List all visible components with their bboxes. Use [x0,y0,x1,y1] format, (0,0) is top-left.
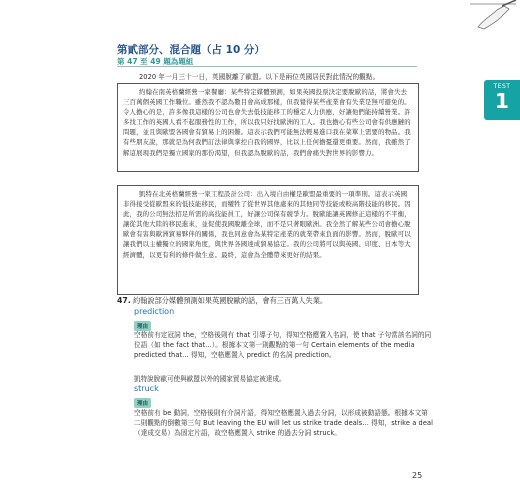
reason-tag: 理由 [134,321,151,331]
answer-prediction: prediction [134,307,175,316]
section-divider [117,66,417,67]
test-side-tab [484,80,520,120]
writing-hand-icon [464,0,520,30]
section-subtitle: 第 47 至 49 題為題組 [117,57,194,66]
reason-tag: 理由 [134,398,151,408]
opinion-box-kate [117,185,419,295]
test-tab-number: 1 [495,89,509,113]
answer-struck: struck [134,384,159,393]
section-title: 第貳部分、混合題（占 10 分） [117,44,265,56]
question-number: 47. [117,296,131,305]
question-sentence-2: 凱特說脫歐可使與歐盟以外的國家貿易協定被達成。 [134,375,286,383]
opinion-box-john [117,83,419,172]
test-tab-label: TEST [493,83,511,90]
passage-intro: 2020 年一月三十一日，英國脫離了歐盟。以下是兩位英國居民對此情況的觀點。 [139,73,380,81]
explanation-struck: 空格前有 be 動詞，空格後則有介詞片語，得知空格應置入過去分詞，以形成被動語態。根據本文第二則觀點的倒數第三句 But leaving the EU will let us strike trade deals... 得知，strike a deal（達成交易）為固定片語，故空格應置入 strike 的過去分詞 struck。 [134,409,434,438]
opinion-john-text: 約翰在南英格蘭經營一家餐廳：某些特定媒體預測，如果英國投票決定要脫歐的話，將會失去三百萬個英國工作職位。雖然我不認為數目會高成那樣，但我覺得某些產業會有失業是無可避免的。令人擔心的是，許多像我這樣的公司也會失去低技能移工的穩定人力供應，好讓他們能持續營業。許多找工作的英國人看不起服務性的工作，所以我只好找歐洲的工人。我也擔心有些公司會有供應鏈的問題，並且與歐盟各國會有貿易上的困難。這表示我們可能無法輕易進口我在菜單上需要的物品。我有些朋友說，那就是為何我們訂法律與掌控自我的國界，比以上任何擔憂還更重要。然而，我雖然了解這展現我們是獨立國家的那份渴望，但我認為脫歐的話，我們會痛失對世界的影響力。 [123,88,411,157]
explanation-prediction: 空格前有定冠詞 the，空格後則有 that 引導子句，得知空格應置入名詞，使 that 子句當該名詞的同位語（如 the fact that...）。根據本文第一則觀點的第一句 Certain elements of the media predicted that... 得知，空格應置入 predict 的名詞 prediction。 [134,331,432,360]
question-text: 約翰說部分媒體預測如果英國脫歐的話，會有三百萬人失業。 [133,296,328,305]
opinion-kate-text: 凱特在北英格蘭經營一家工程設計公司：出入境自由權是歐盟最重要的一項準則。這表示英國非得接受從歐盟來的低技能移民，而犧牲了從世界其他處來的其他同等技能或較高階技能的移民。因此，我的公司無法招足所需的高技能員工，好讓公司保有競爭力。脫歐能讓英國修正這樣的不平衡，讓從其他大陸的移民進來，並促使我國脫離全球，而不是只著眼歐洲。我全然了解某些公司會擔心脫歐會有害與歐洲貿易夥伴的關係，我也同意會為某特定產業的就業帶來負面的影響。然而，脫歐可以讓我們以主權獨立的國家角度，與世界各國達成貿易協定。我的公司將可以與英國、印度、日本等大經濟體，以更有利的條件做生意。最終，這會為全體帶來更好的結果。 [123,190,411,259]
page-number: 25 [412,471,423,480]
